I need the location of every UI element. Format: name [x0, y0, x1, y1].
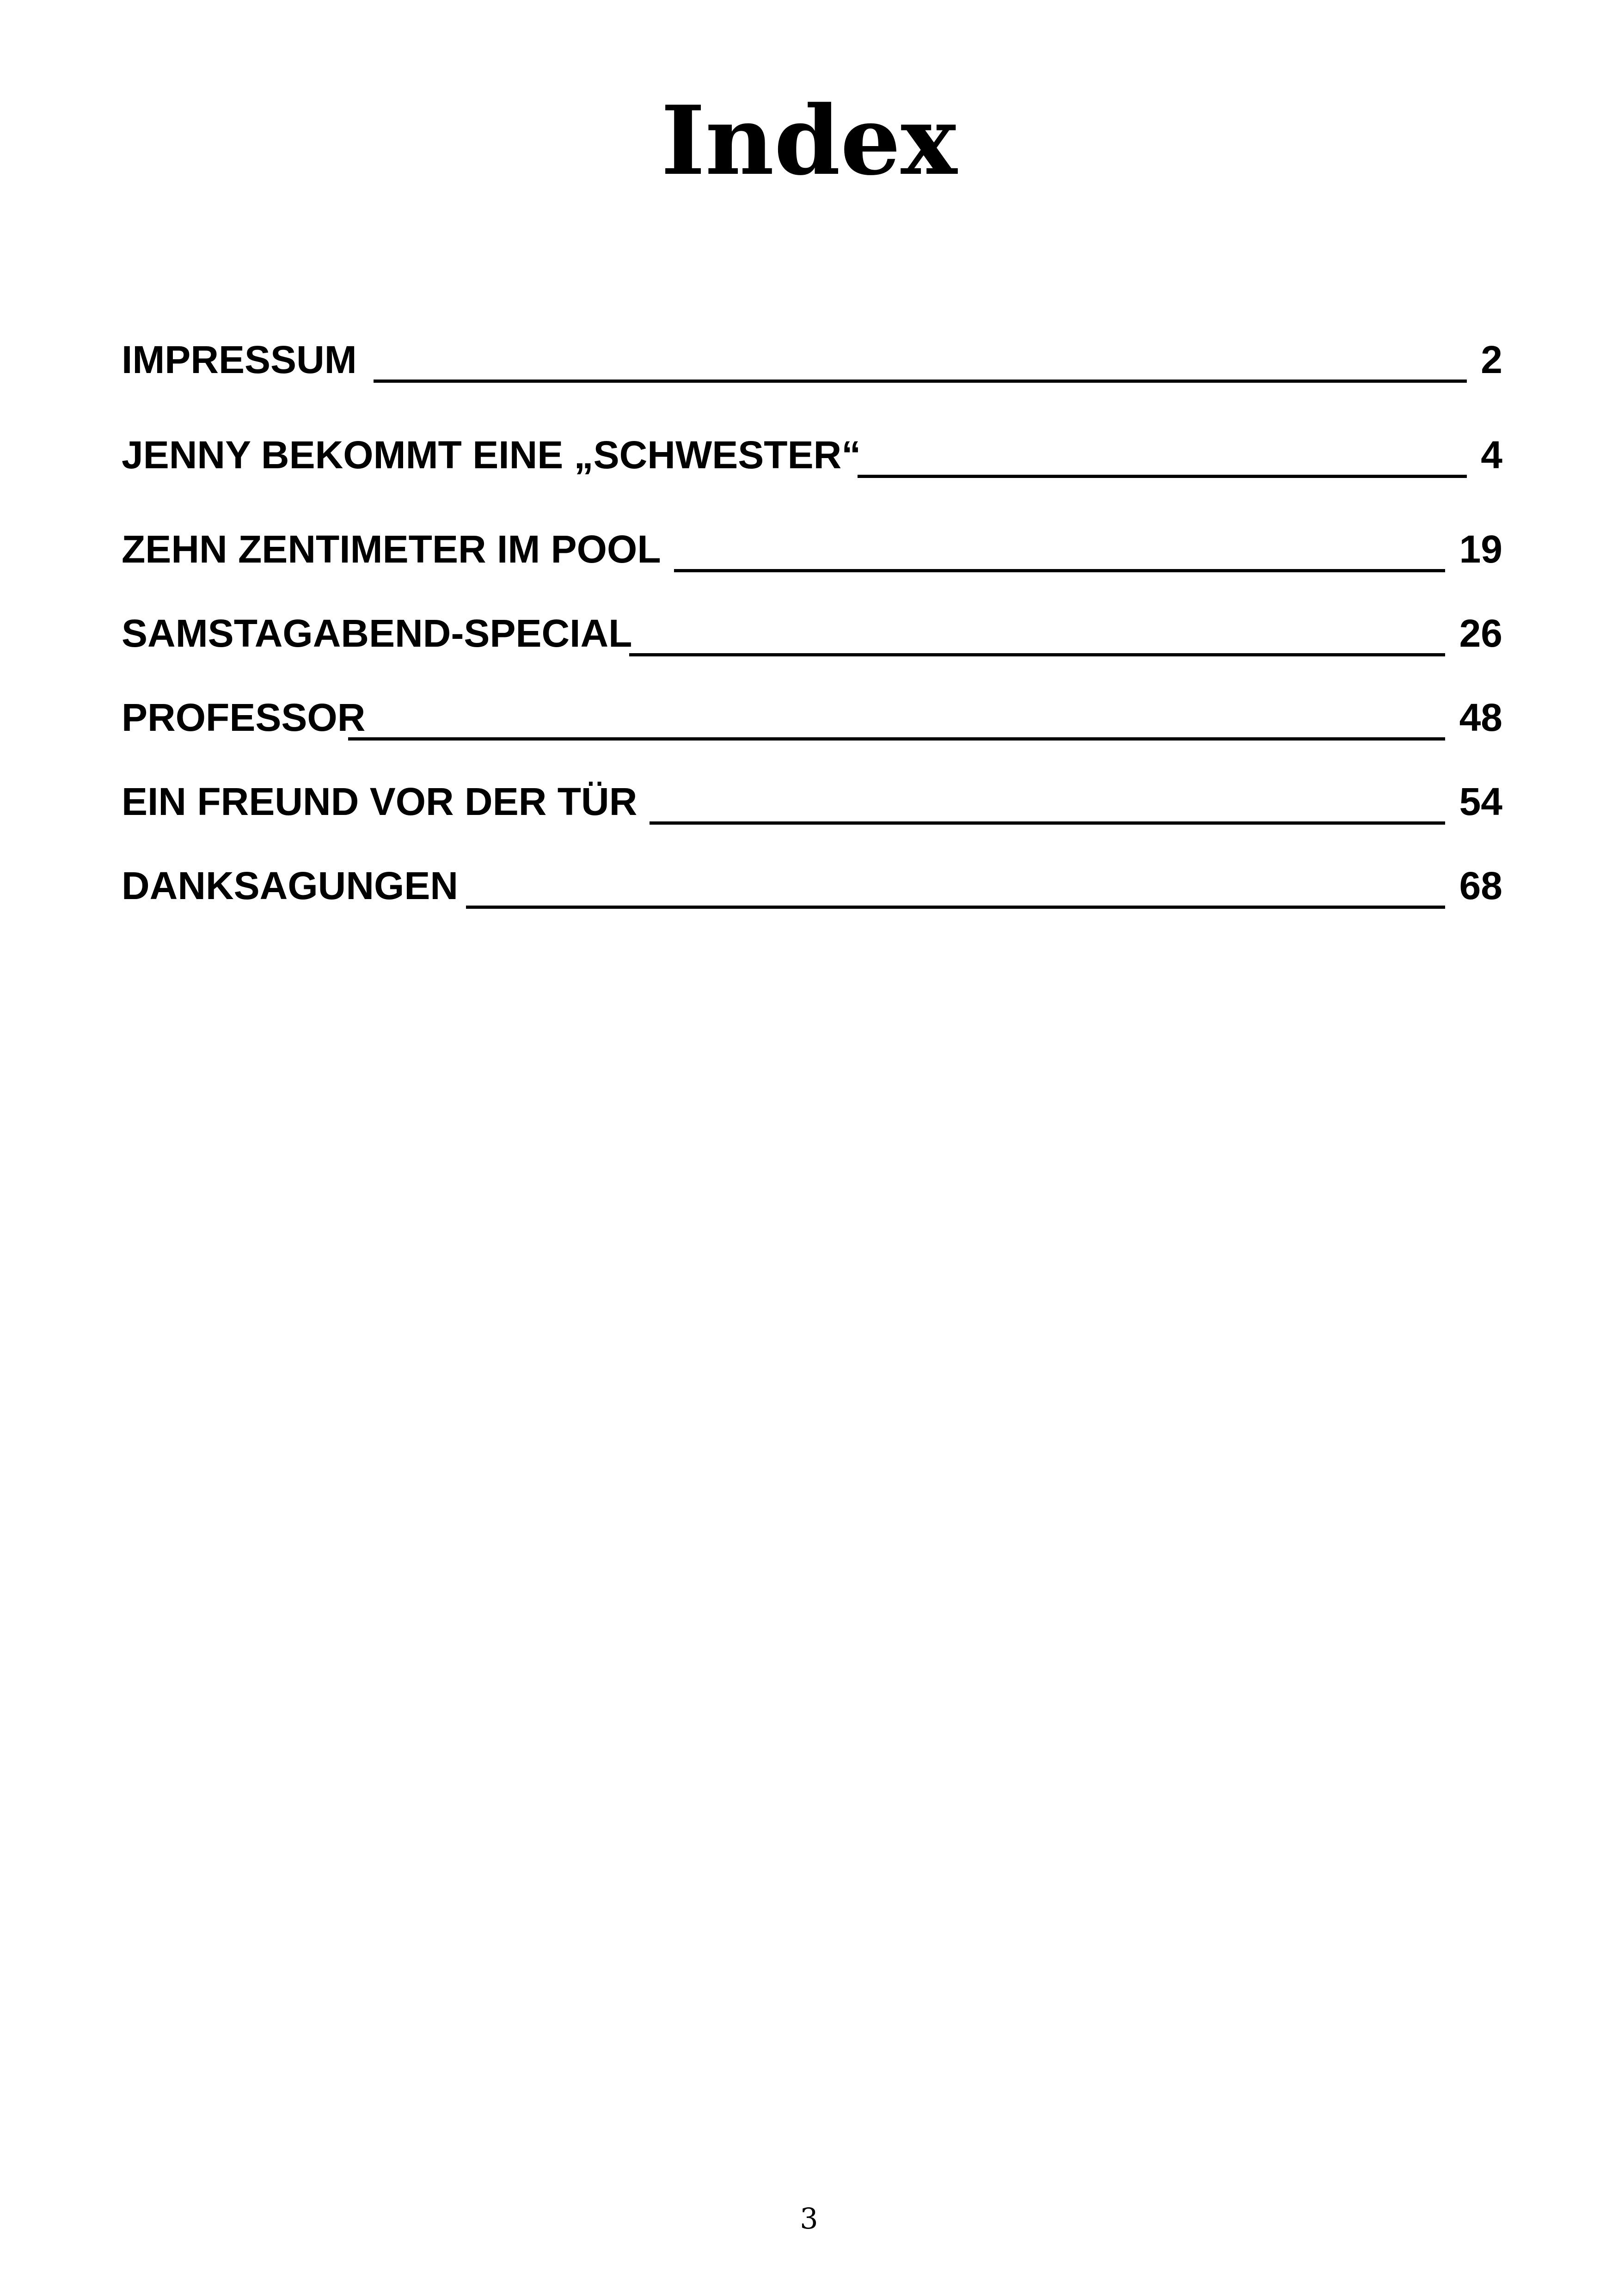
- toc-entry-jenny-bekommt-eine-schwester[interactable]: [122, 427, 1502, 483]
- toc-entry-page: 68: [1459, 864, 1502, 907]
- toc-entry-ein-freund-vor-der-tuer[interactable]: [122, 774, 1502, 829]
- toc-entry-professor[interactable]: [122, 690, 1502, 745]
- toc-leader-line: [348, 737, 1445, 741]
- toc-entry-page: 19: [1459, 527, 1502, 571]
- toc-entry-zehn-zentimeter-im-pool[interactable]: [122, 521, 1502, 577]
- toc-entry-label: ZEHN ZENTIMETER IM POOL: [122, 527, 661, 571]
- page-number: 3: [800, 2202, 818, 2235]
- toc-leader-line: [650, 821, 1445, 825]
- toc-entry-label: JENNY BEKOMMT EINE „SCHWESTER“: [122, 433, 861, 477]
- toc-leader-line: [629, 653, 1445, 656]
- toc-entry-page: 4: [1481, 433, 1502, 477]
- toc-entry-label: IMPRESSUM: [122, 338, 357, 381]
- toc-entry-label: EIN FREUND VOR DER TÜR: [122, 780, 637, 823]
- toc-entry-samstagabend-special[interactable]: [122, 606, 1502, 661]
- toc-entry-page: 48: [1459, 696, 1502, 739]
- toc-entry-page: 26: [1459, 612, 1502, 655]
- toc-leader-line: [858, 475, 1467, 478]
- page-title: Index: [661, 86, 957, 196]
- toc-entry-danksagungen[interactable]: [122, 858, 1502, 913]
- toc-entry-impressum[interactable]: [122, 332, 1502, 387]
- toc-leader-line: [674, 569, 1445, 572]
- toc-entry-page: 54: [1459, 780, 1502, 823]
- toc-entry-label: PROFESSOR: [122, 696, 366, 739]
- toc-entry-label: SAMSTAGABEND-SPECIAL: [122, 612, 632, 655]
- toc-leader-line: [374, 380, 1467, 383]
- toc-entry-label: DANKSAGUNGEN: [122, 864, 459, 907]
- toc-leader-line: [466, 906, 1445, 909]
- toc-entry-page: 2: [1481, 338, 1502, 381]
